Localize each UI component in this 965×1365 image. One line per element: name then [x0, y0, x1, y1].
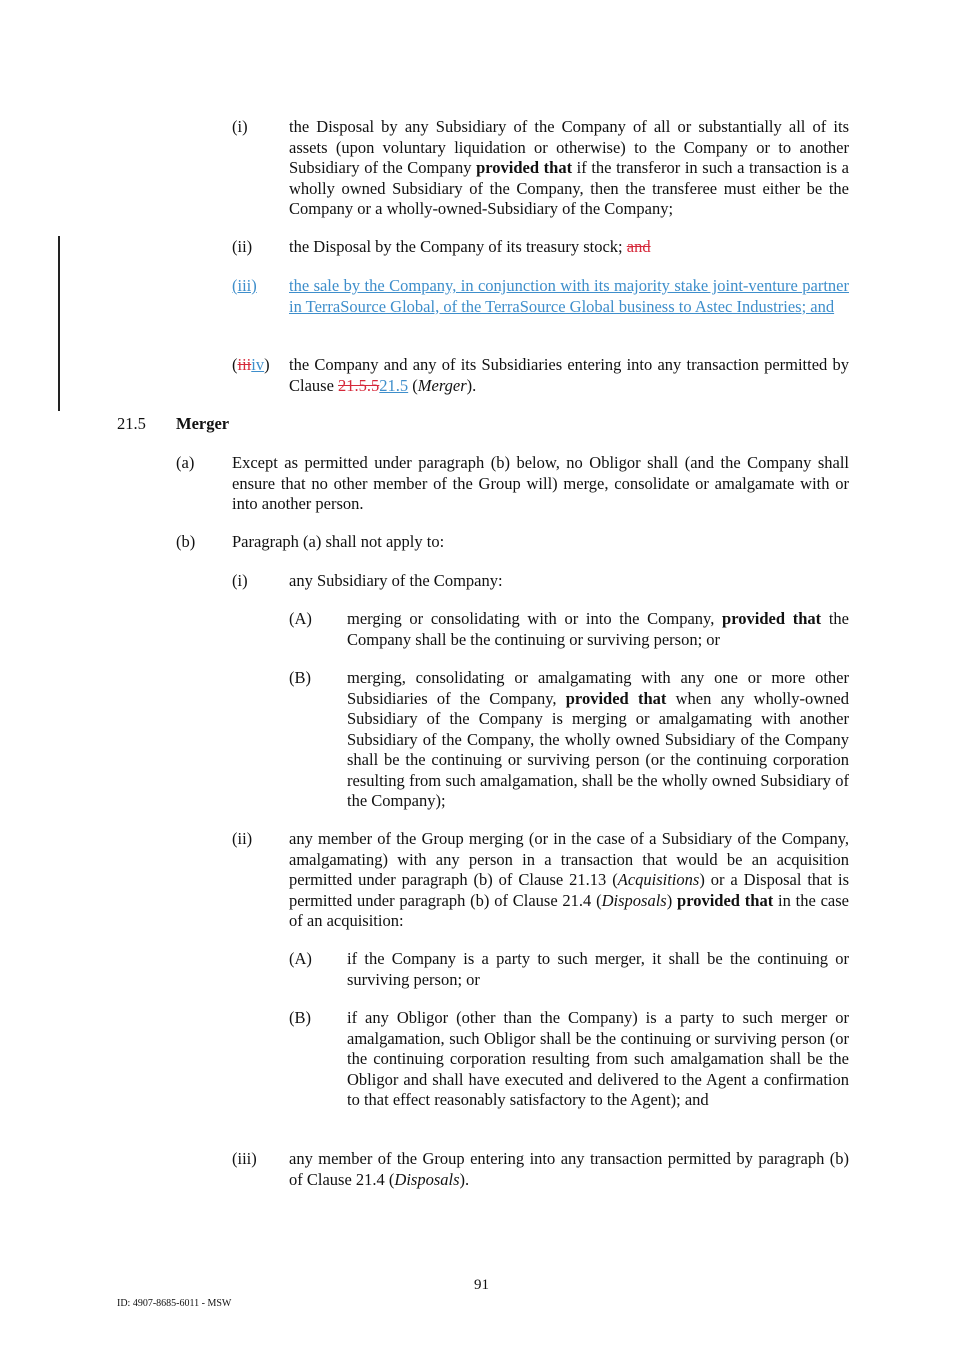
clause-heading: Merger — [176, 414, 230, 433]
paragraph-text-exceptions: Paragraph (a) shall not apply to: — [232, 532, 445, 551]
subitem-label: (A) — [289, 949, 312, 968]
paragraph-label: (b) — [176, 532, 196, 551]
page-number: 91 — [474, 1277, 489, 1293]
item-label: (ii) — [232, 829, 253, 848]
subitem-label: (B) — [289, 668, 311, 687]
item-text-disposal-subsidiary: the Disposal by any Subsidiary of the Company of all or substantially all of its assets (upon voluntary liquidation or otherwise) to the Company or to another Subsidiary of the Company provided that if the transferor in such a transaction is a wholly owned Subsidiary of the Company, then the transferee must either be the Company or a wholly-owned-Subsidiary of the Company; — [289, 117, 849, 218]
item-text-subsidiary: any Subsidiary of the Company: — [289, 571, 503, 590]
paragraph-label: (a) — [176, 453, 195, 472]
item-label: (i) — [232, 117, 248, 136]
subitem-text-merging-company: merging or consolidating with or into the Company, provided that the Company shall be the continuing or surviving person; or — [347, 609, 849, 649]
item-text-merger-transaction: the Company and any of its Subsidiaries entering into any transaction permitted by Clause 21.5.521.5 (Merger). — [289, 355, 849, 395]
document-id: ID: 4907-8685-6011 - MSW — [117, 1298, 232, 1309]
change-bar — [58, 236, 60, 411]
subitem-text-merging-subsidiaries: merging, consolidating or amalgamating with any one or more other Subsidiaries of the Company, provided that when any wholly-owned Subsidiary of the Company is merging or amalgamating with another Subsidiary of the Company, the wholly owned Subsidiary of the Company shall be the continuing or surviving person (or the continuing corporation resulting from such amalgamation, shall be the wholly owned Subsidiary of the Company); — [347, 668, 849, 810]
inserted-item-text-terrasource: the sale by the Company, in conjunction with its majority stake joint-venture partner in TerraSource Global, of the TerraSource Global business to Astec Industries; and — [289, 276, 849, 316]
paragraph-text-no-merger: Except as permitted under paragraph (b) below, no Obligor shall (and the Company shall ensure that no other member of the Group will) merge, consolidate or amalgamate with or into another person. — [232, 453, 849, 513]
subitem-text-obligor-party: if any Obligor (other than the Company) is a party to such merger or amalgamation, such Obligor shall be the continuing or surviving person (or the continuing corporation resulting from such amalgamation shall be the Obligor and shall have executed and delivered to the Agent a confirmation to that effect reasonably satisfactory to the Agent); and — [347, 1008, 849, 1109]
deleted-text: and — [626, 237, 651, 256]
subitem-label: (A) — [289, 609, 312, 628]
item-label: (i) — [232, 571, 248, 590]
clause-number: 21.5 — [117, 414, 146, 433]
item-text-treasury-stock: the Disposal by the Company of its treasury stock; and — [289, 237, 651, 256]
item-text-group-transaction: any member of the Group entering into any transaction permitted by paragraph (b) of Clause 21.4 (Disposals). — [289, 1149, 849, 1189]
item-label: (ii) — [232, 237, 253, 256]
subitem-label: (B) — [289, 1008, 311, 1027]
item-label-revised: (iiiiv) — [232, 355, 270, 374]
inserted-item-label: (iii) — [232, 276, 257, 295]
subitem-text-company-party: if the Company is a party to such merger, it shall be the continuing or surviving person; or — [347, 949, 849, 989]
item-text-group-merging: any member of the Group merging (or in the case of a Subsidiary of the Company, amalgamating) with any person in a transaction that would be an acquisition permitted under paragraph (b) of Clause 21.13 (Acquisitions) or a Disposal that is permitted under paragraph (b) of Clause 21.4 (Disposals) provided that in the case of an acquisition: — [289, 829, 849, 930]
item-label: (iii) — [232, 1149, 257, 1168]
